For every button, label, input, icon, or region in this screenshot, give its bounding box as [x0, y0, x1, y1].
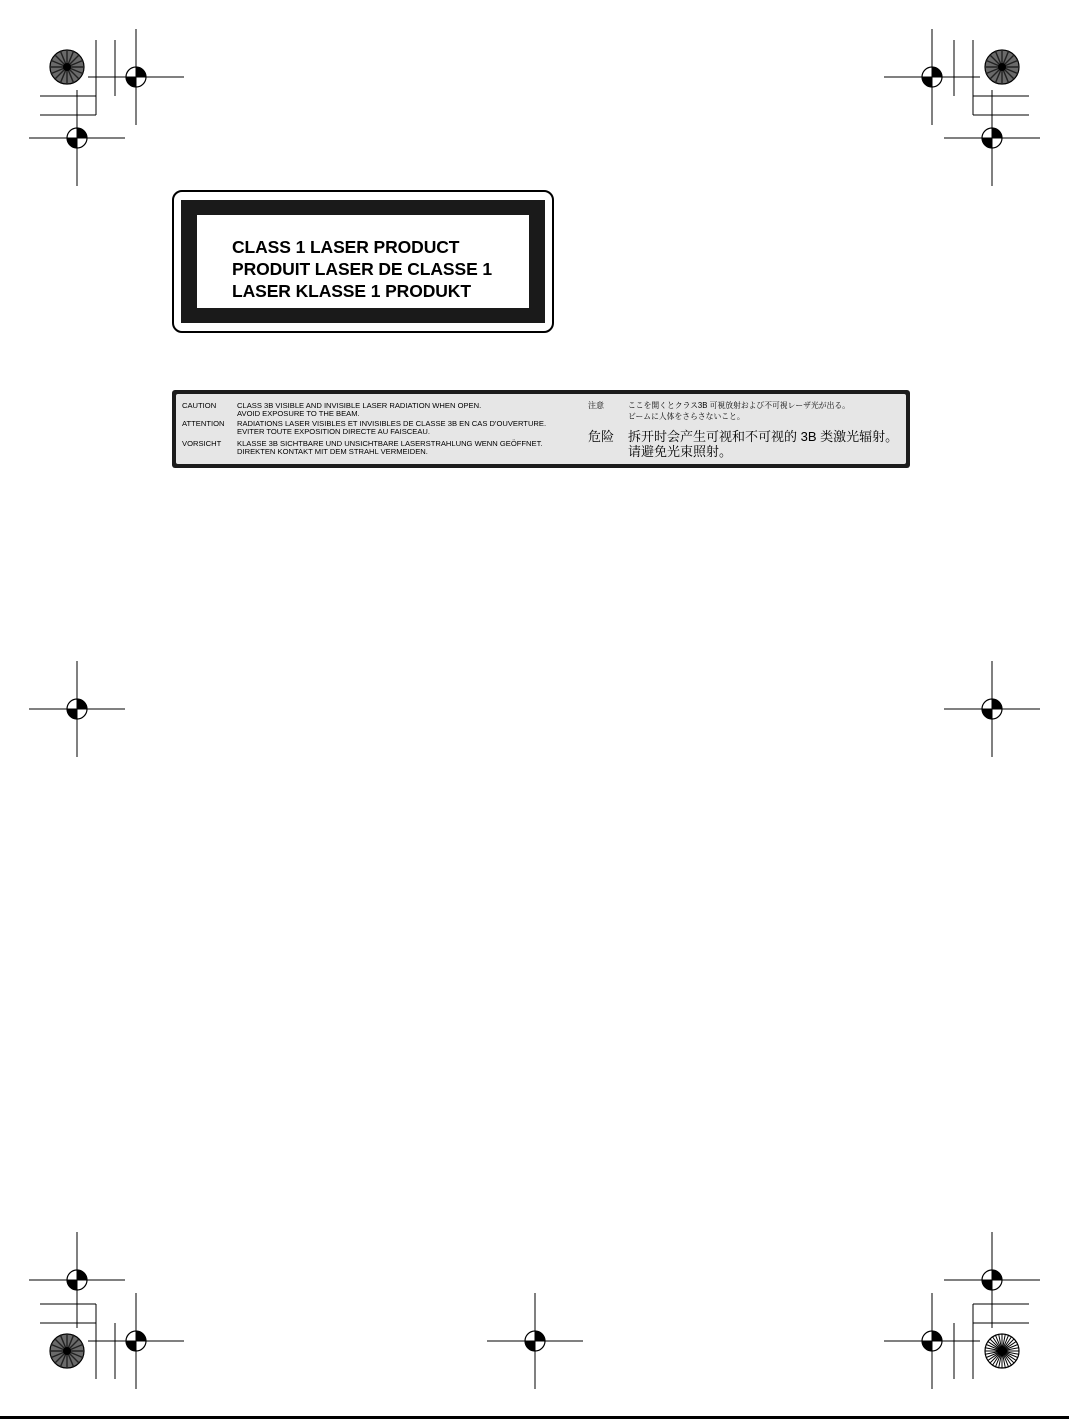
japanese-text-line: ここを開くとクラス3B 可視放射および不可視レーザ光が出る。: [628, 401, 850, 410]
laser-caution-label: [172, 390, 910, 468]
class-label-frame: [181, 200, 545, 323]
caution-text: [237, 402, 481, 418]
chinese-caution-text: [628, 429, 898, 459]
class-label-line-fr: PRODUIT LASER DE CLASSE 1: [232, 259, 493, 279]
japanese-caution-word: 注意: [588, 401, 604, 410]
vorsicht-text-line: DIREKTEN KONTAKT MIT DEM STRAHL VERMEIDEN.: [237, 447, 428, 456]
vorsicht-word: VORSICHT: [182, 439, 222, 448]
attention-word: ATTENTION: [182, 419, 225, 428]
caution-text-line: CLASS 3B VISIBLE AND INVISIBLE LASER RADIATION WHEN OPEN.: [237, 401, 482, 410]
japanese-text-line: ビームに人体をさらさないこと。: [628, 411, 745, 421]
class-label-line-en: CLASS 1 LASER PRODUCT: [232, 237, 460, 257]
chinese-text-line: 拆开时会产生可视和不可视的 3B 类激光辐射。: [628, 429, 899, 444]
class-label-text-area: [197, 215, 529, 308]
attention-text-line: EVITER TOUTE EXPOSITION DIRECTE AU FAISCEAU.: [237, 427, 430, 436]
attention-text: [237, 420, 546, 436]
chinese-text-line: 请避免光束照射。: [628, 444, 733, 459]
caution-text-line: AVOID EXPOSURE TO THE BEAM.: [237, 409, 360, 418]
class-1-laser-label: [172, 190, 554, 333]
chinese-caution-word: 危险: [588, 429, 615, 444]
japanese-caution-text: [628, 401, 850, 422]
vorsicht-text-line: KLASSE 3B SICHTBARE UND UNSICHTBARE LASERSTRAHLUNG WENN GEÖFFNET.: [237, 439, 543, 448]
caution-word: CAUTION: [182, 401, 217, 410]
attention-text-line: RADIATIONS LASER VISIBLES ET INVISIBLES DE CLASSE 3B EN CAS D'OUVERTURE.: [237, 419, 547, 428]
class-label-line-de: LASER KLASSE 1 PRODUKT: [232, 281, 471, 301]
caution-label-body: [176, 394, 906, 464]
vorsicht-text: [237, 440, 543, 456]
